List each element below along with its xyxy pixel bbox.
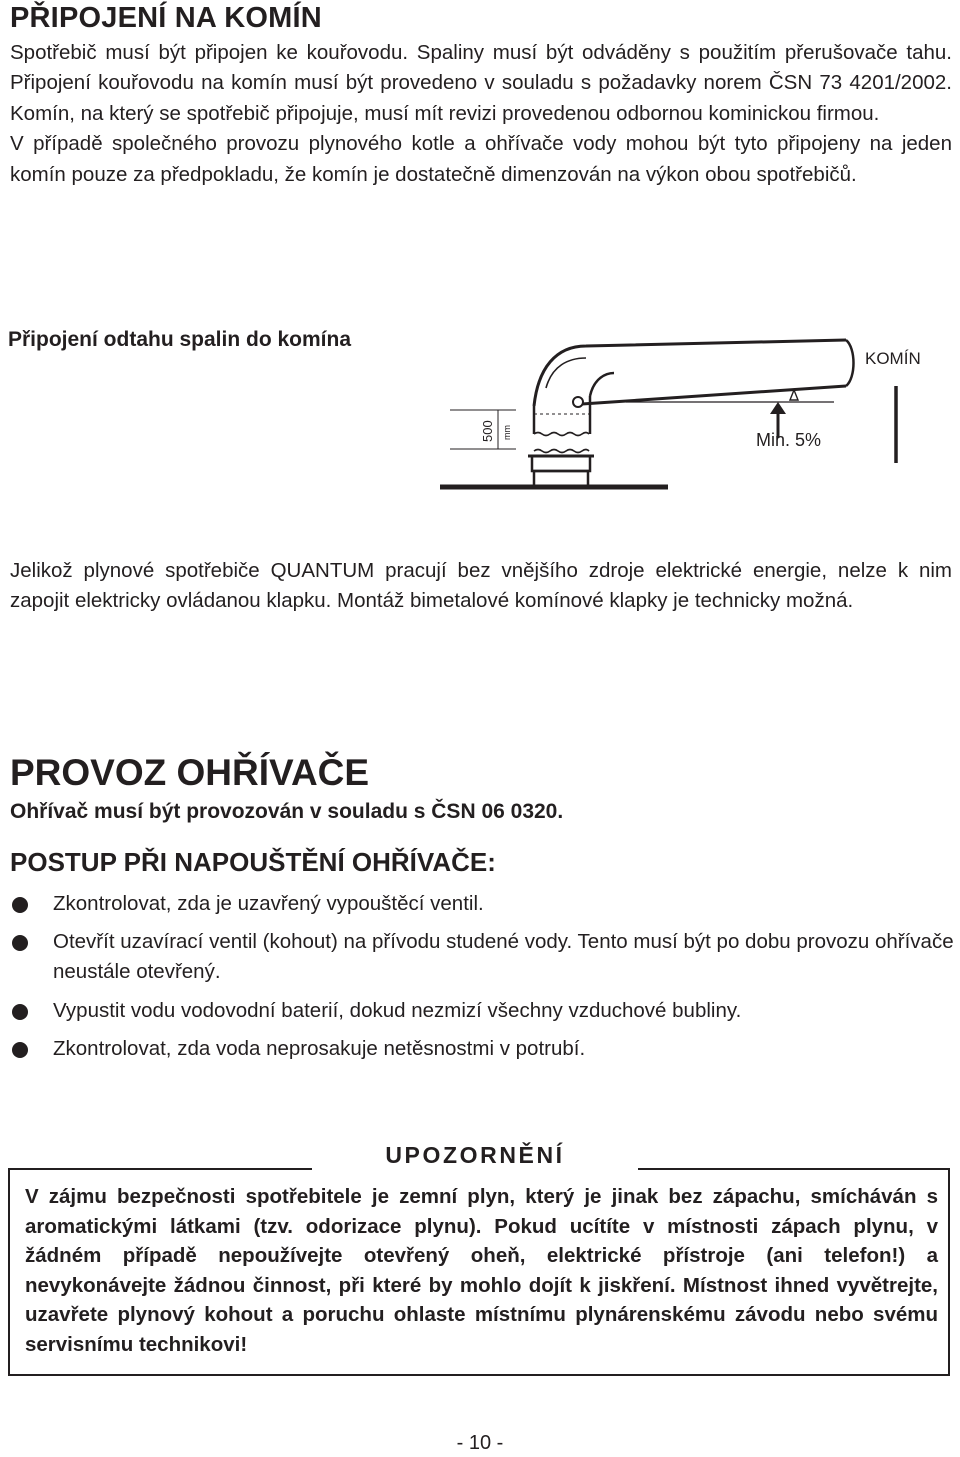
paragraph: Jelikož plynové spotřebiče QUANTUM pracují bez vnějšího zdroje elektrické energie, nelze k nim zapojit elektricky ovládanou klapku. Montáž bimetalové komínové klapky je technicky možná. — [10, 559, 952, 613]
filling-procedure-title: POSTUP PŘI NAPOUŠTĚNÍ OHŘÍVAČE: — [10, 847, 496, 877]
section-title-operation: PROVOZ OHŘÍVAČE — [10, 752, 370, 793]
warning-text: V zájmu bezpečnosti spotřebitele je zemní plyn, který je jinak bez zápachu, smícháván s aromatickými látkami (tzv. odorizace plynu). Pokud ucítíte v místnosti zápach plynu, v žádném případě nepoužívejte otevřený oheň, elektrické přístroje (ani telefon!) a nevykonávejte žádnou činnost, při které by mohlo dojít k jiskření. Místnost ihned vyvětrejte, uzavřete plynový kohout a poruchu ohlaste místnímu plynárenskému závodu nebo svému servisnímu technikovi! — [25, 1185, 938, 1356]
step-text: Zkontrolovat, zda je uzavřený vypouštěcí ventil. — [53, 892, 484, 915]
step-text: Otevřít uzavírací ventil (kohout) na přívodu studené vody. Tento musí být po dobu provozu ohřívače neustále otevřený. — [53, 930, 954, 984]
diagram-heading: Připojení odtahu spalin do komína — [8, 328, 352, 351]
list-item — [10, 1034, 955, 1064]
list-item — [10, 927, 955, 987]
section-title-chimney: PŘIPOJENÍ NA KOMÍN — [10, 2, 322, 34]
flue-pipe-bottom — [582, 386, 846, 404]
flap-note — [10, 556, 952, 617]
operation-lead: Ohřívač musí být provozován v souladu s ČSN 06 0320. — [10, 800, 564, 823]
chimney-intro-text — [10, 38, 952, 190]
flue-connection-diagram — [436, 318, 956, 500]
step-text: Zkontrolovat, zda voda neprosakuje netěsnostmi v potrubí. — [53, 1036, 586, 1060]
height-value: 500 — [480, 420, 495, 442]
bullet-icon — [12, 1042, 28, 1058]
list-item — [10, 889, 955, 919]
step-text: Vypustit vodu vodovodní baterií, dokud nezmizí všechny vzduchové bubliny. — [53, 998, 742, 1022]
paragraph: V případě společného provozu plynového kotle a ohřívače vody mohou být tyto připojeny na jeden komín pouze za předpokladu, že komín je dostatečně dimenzován na výkon obou spotřebičů. — [10, 132, 952, 186]
list-item — [10, 996, 955, 1026]
page-number: - 10 - — [456, 1432, 504, 1454]
bullet-icon — [12, 897, 28, 913]
filling-steps-list — [10, 889, 955, 1072]
bullet-icon — [12, 935, 28, 951]
chimney-label: KOMÍN — [865, 349, 921, 368]
slope-label: Min. 5% — [756, 430, 822, 450]
warning-title: UPOZORNĚNÍ — [385, 1142, 565, 1168]
paragraph: Spotřebič musí být připojen ke kouřovodu. Spaliny musí být odváděny s použitím přerušovače tahu. Připojení kouřovodu na komín musí být provedeno v souladu s požadavky norem ČSN 73 4201/2002. Komín, na který se spotřebič připojuje, musí mít revizi provedenou odbornou kominickou firmou. — [10, 41, 952, 125]
bullet-icon — [12, 1004, 28, 1020]
height-unit: mm — [502, 425, 512, 440]
